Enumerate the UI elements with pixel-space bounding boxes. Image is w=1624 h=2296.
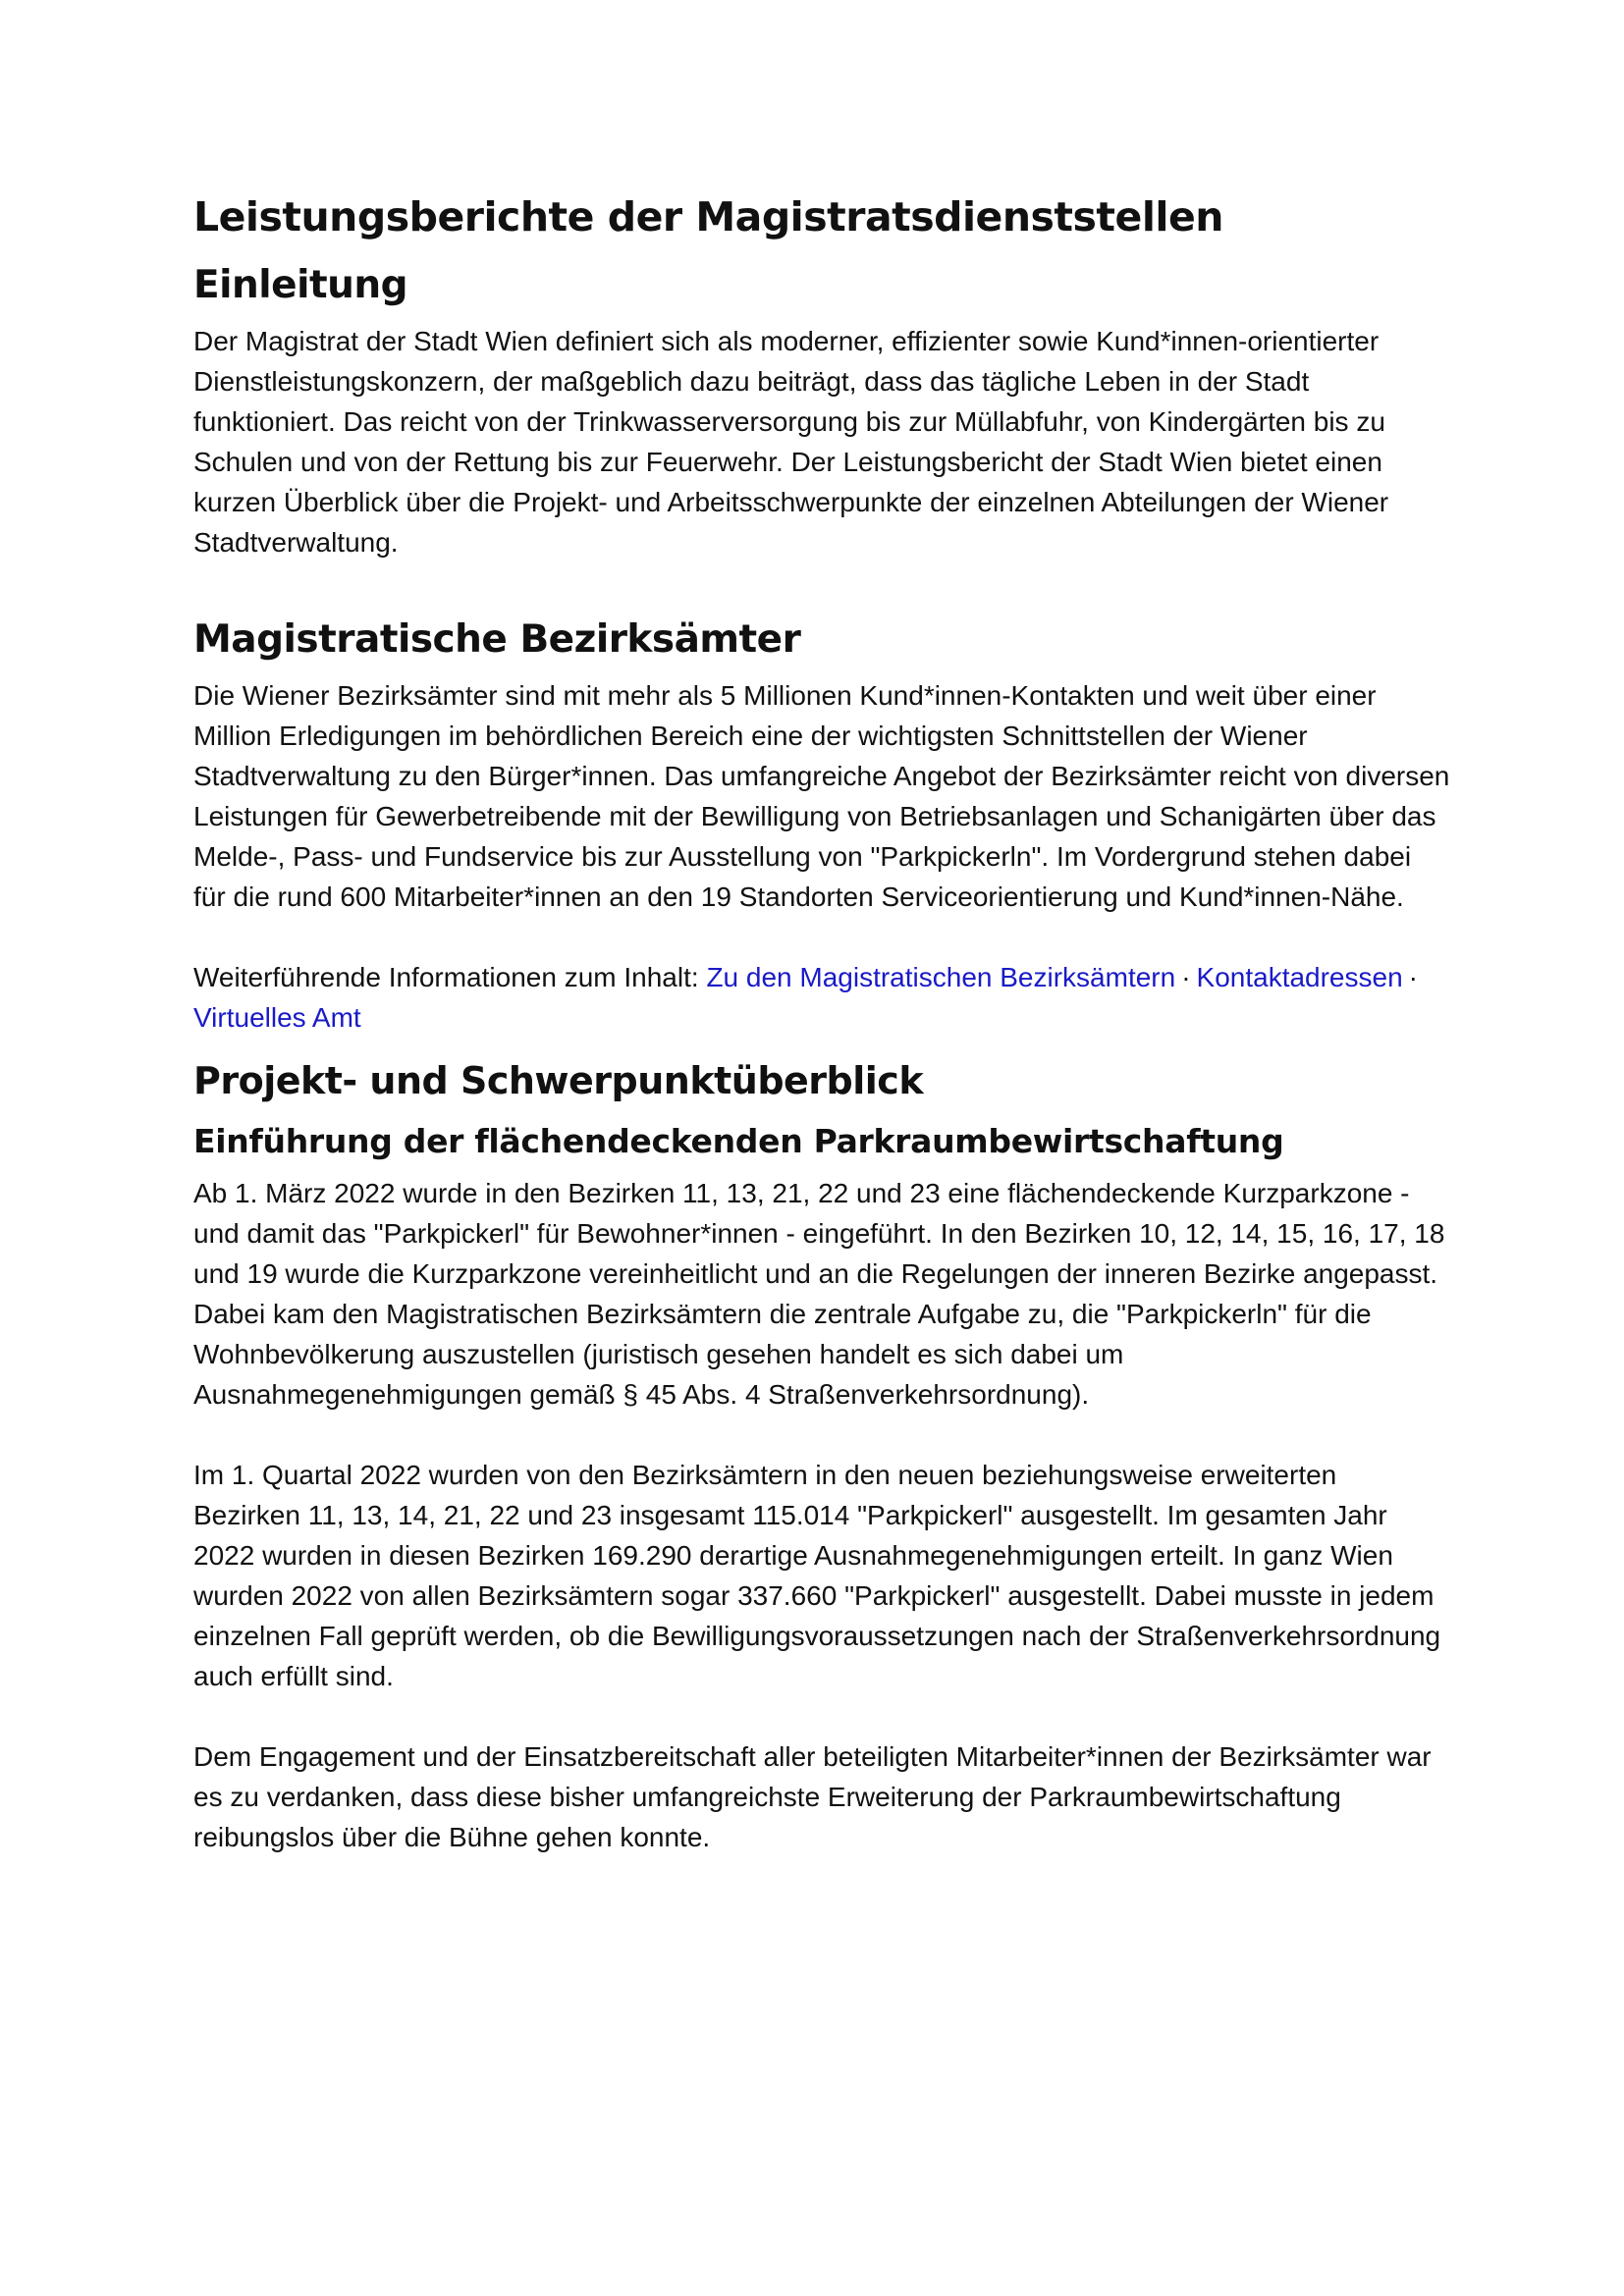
link-bezirksaemter[interactable]: Zu den Magistratischen Bezirksämtern <box>706 961 1176 992</box>
projekt-section <box>193 1057 1450 1857</box>
parkraum-paragraph-1: Ab 1. März 2022 wurde in den Bezirken 11, 13, 21, 22 und 23 eine flächendeckende Kurzparkzone - und damit das "Parkpickerl" für Bewohner*innen - eingeführt. In den Bezirken 10, 12, 14, 15, 16, 17, 18 und 19 wurde die Kurzparkzone vereinheitlicht und an die Regelungen der inneren Bezirke angepasst. Dabei kam den Magistratischen Bezirksämtern die zentrale Aufgabe zu, die "Parkpickerln" für die Wohnbevölkerung auszustellen (juristisch gesehen handelt es sich dabei um Ausnahmegenehmigungen gemäß § 45 Abs. 4 Straßenverkehrsordnung). <box>193 1177 1445 1410</box>
link-separator: · <box>1408 961 1418 992</box>
intro-section <box>193 261 1450 562</box>
page-title: Leistungsberichte der Magistratsdienststellen <box>193 193 1223 240</box>
parkraum-paragraph-3: Dem Engagement und der Einsatzbereitschaft aller beteiligten Mitarbeiter*innen der Bezirksämter war es zu verdanken, dass diese bisher umfangreichste Erweiterung der Parkraumbewirtschaftung reibungslos über die Bühne gehen konnte. <box>193 1740 1432 1852</box>
intro-heading: Einleitung <box>193 263 408 308</box>
link-separator: · <box>1181 961 1191 992</box>
parkraum-subheading: Einführung der flächendeckenden Parkraumbewirtschaftung <box>193 1122 1284 1161</box>
document-page <box>193 191 1450 1857</box>
further-info-label: Weiterführende Informationen zum Inhalt: <box>193 961 699 992</box>
link-virtuelles-amt[interactable]: Virtuelles Amt <box>193 1001 361 1033</box>
link-kontaktadressen[interactable]: Kontaktadressen <box>1196 961 1403 992</box>
projekt-heading: Projekt- und Schwerpunktüberblick <box>193 1058 924 1102</box>
bezirksaemter-heading: Magistratische Bezirksämter <box>193 616 801 662</box>
bezirksaemter-paragraph: Die Wiener Bezirksämter sind mit mehr als 5 Millionen Kund*innen-Kontakten und weit über einer Million Erledigungen im behördlichen Bereich eine der wichtigsten Schnittstellen der Wiener Stadtverwaltung zu den Bürger*innen. Das umfangreiche Angebot der Bezirksämter reicht von diversen Leistungen für Gewerbetreibende mit der Bewilligung von Betriebsanlagen und Schanigärten über das Melde-, Pass- und Fundservice bis zur Ausstellung von "Parkpickerln". Im Vordergrund stehen dabei für die rund 600 Mitarbeiter*innen an den 19 Standorten Serviceorientierung und Kund*innen-Nähe. <box>193 679 1450 912</box>
further-info <box>193 957 1450 1038</box>
parkraum-paragraph-2: Im 1. Quartal 2022 wurden von den Bezirksämtern in den neuen beziehungsweise erweiterten Bezirken 11, 13, 14, 21, 22 und 23 insgesamt 115.014 "Parkpickerl" ausgestellt. Im gesamten Jahr 2022 wurden in diesen Bezirken 169.290 derartige Ausnahmegenehmigungen erteilt. In ganz Wien wurden 2022 von allen Bezirksämtern sogar 337.660 "Parkpickerl" ausgestellt. Dabei musste in jedem einzelnen Fall geprüft werden, ob die Bewilligungsvoraussetzungen nach der Straßenverkehrsordnung auch erfüllt sind. <box>193 1459 1441 1691</box>
intro-paragraph: Der Magistrat der Stadt Wien definiert sich als moderner, effizienter sowie Kund*innen-orientierter Dienstleistungskonzern, der maßgeblich dazu beiträgt, dass das tägliche Leben in der Stadt funktioniert. Das reicht von der Trinkwasserversorgung bis zur Müllabfuhr, von Kindergärten bis zu Schulen und von der Rettung bis zur Feuerwehr. Der Leistungsbericht der Stadt Wien bietet einen kurzen Überblick über die Projekt- und Arbeitsschwerpunkte der einzelnen Abteilungen der Wiener Stadtverwaltung. <box>193 325 1389 558</box>
bezirksaemter-section <box>193 615 1450 1038</box>
